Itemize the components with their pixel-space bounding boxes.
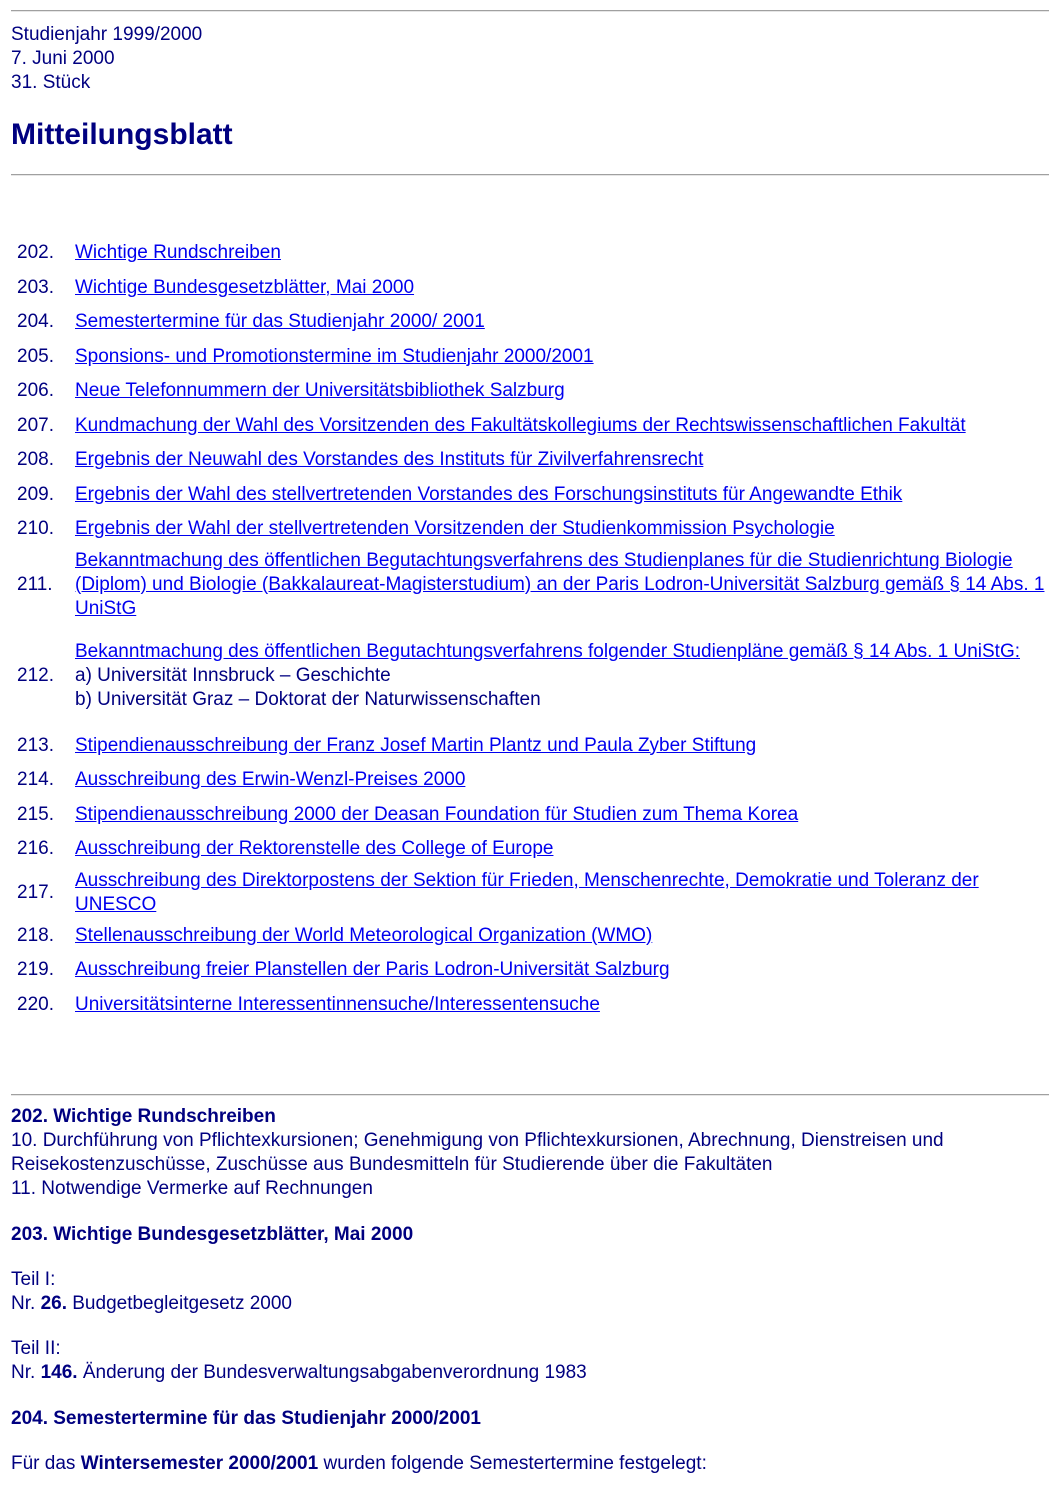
toc-number: 220. xyxy=(17,993,54,1015)
law-entry xyxy=(11,1292,1041,1316)
section-203 xyxy=(11,1223,1041,1385)
issue-date: 7. Juni 2000 xyxy=(11,48,115,69)
toc-link[interactable]: Stipendienausschreibung der Franz Josef Martin Plantz und Paula Zyber Stiftung xyxy=(75,734,757,756)
toc-link[interactable]: Ausschreibung des Erwin-Wenzl-Preises 2000 xyxy=(75,769,466,791)
toc-number: 214. xyxy=(17,769,54,791)
intro-pre: Für das xyxy=(11,1453,81,1474)
toc-row xyxy=(15,548,1047,622)
toc-number: 212. xyxy=(17,664,54,686)
toc-number: 217. xyxy=(17,881,54,903)
toc-number: 213. xyxy=(17,734,54,756)
section-text: Teil II: xyxy=(11,1338,61,1359)
section-heading: 203. Wichtige Bundesgesetzblätter, Mai 2000 xyxy=(11,1224,414,1245)
toc-number: 204. xyxy=(17,311,54,333)
toc-row xyxy=(15,513,1047,546)
toc-row xyxy=(15,444,1047,477)
toc-row xyxy=(15,306,1047,339)
section-heading: 202. Wichtige Rundschreiben xyxy=(11,1106,276,1127)
law-title: Änderung der Bundesverwaltungsabgabenverordnung 1983 xyxy=(77,1362,587,1383)
toc-link[interactable]: Semestertermine für das Studienjahr 2000/ 2001 xyxy=(75,311,485,333)
table-of-contents xyxy=(13,235,1049,1023)
toc-rule xyxy=(11,1094,1049,1096)
toc-link[interactable]: Kundmachung der Wahl des Vorsitzenden des Fakultätskollegiums der Rechtswissenschaftlichen Fakultät xyxy=(75,414,966,436)
toc-number: 211. xyxy=(17,573,53,595)
toc-row xyxy=(15,920,1047,953)
toc-link[interactable]: Ergebnis der Wahl des stellvertretenden Vorstandes des Forschungsinstituts für Angewandte Ethik xyxy=(75,483,903,505)
toc-link[interactable]: Ausschreibung freier Planstellen der Paris Lodron-Universität Salzburg xyxy=(75,959,670,981)
law-number: 26. xyxy=(40,1293,67,1314)
section-text xyxy=(11,1452,1041,1476)
section-text: 10. Durchführung von Pflichtexkursionen; Genehmigung von Pflichtexkursionen, Abrechnung, Dienstreisen und Reisekostenzuschüsse, Zuschüsse aus Bundesmitteln für Studierende über die Fakultäten xyxy=(11,1130,944,1175)
toc-number: 203. xyxy=(17,276,54,298)
toc-row xyxy=(15,833,1047,866)
issue-number: 31. Stück xyxy=(11,72,91,93)
toc-row xyxy=(15,868,1047,918)
header-rule xyxy=(11,174,1049,176)
toc-link[interactable]: Bekanntmachung des öffentlichen Begutachtungsverfahrens des Studienplanes für die Studienrichtung Biologie (Diplom) und Biologie (Bakkalaureat-Magisterstudium) an der Paris Lodron-Universität Salzburg gemäß § 14 Abs. 1 UniStG xyxy=(75,549,1045,619)
toc-link[interactable]: Stellenausschreibung der World Meteorological Organization (WMO) xyxy=(75,924,653,946)
toc-subitem: a) Universität Innsbruck – Geschichte xyxy=(75,664,391,686)
law-number: 146. xyxy=(40,1362,78,1383)
law-entry xyxy=(11,1361,1041,1385)
toc-row xyxy=(15,410,1047,443)
toc-row xyxy=(15,764,1047,797)
toc-link[interactable]: Neue Telefonnummern der Universitätsbibliothek Salzburg xyxy=(75,380,565,402)
toc-row xyxy=(15,272,1047,305)
toc-number: 215. xyxy=(17,803,54,825)
toc-link[interactable]: Bekanntmachung des öffentlichen Begutachtungsverfahrens folgender Studienpläne gemäß § 14 Abs. 1 UniStG: xyxy=(75,640,1020,662)
toc-number: 218. xyxy=(17,924,54,946)
section-204 xyxy=(11,1407,1041,1476)
toc-number: 202. xyxy=(17,242,54,264)
toc-link[interactable]: Universitätsinterne Interessentinnensuche/Interessentensuche xyxy=(75,993,600,1015)
toc-link[interactable]: Wichtige Bundesgesetzblätter, Mai 2000 xyxy=(75,276,415,298)
toc-number: 216. xyxy=(17,838,54,860)
toc-row xyxy=(15,375,1047,408)
academic-year: Studienjahr 1999/2000 xyxy=(11,24,203,45)
toc-number: 219. xyxy=(17,959,54,981)
toc-number: 209. xyxy=(17,483,54,505)
law-title: Budgetbegleitgesetz 2000 xyxy=(66,1293,292,1314)
page-title: Mitteilungsblatt xyxy=(11,118,233,151)
intro-bold: Wintersemester 2000/2001 xyxy=(80,1453,319,1474)
toc-link[interactable]: Ausschreibung des Direktorpostens der Sektion für Frieden, Menschenrechte, Demokratie und Toleranz der UNESCO xyxy=(75,869,979,915)
toc-number: 206. xyxy=(17,380,54,402)
toc-number: 205. xyxy=(17,345,54,367)
toc-link[interactable]: Stipendienausschreibung 2000 der Deasan Foundation für Studien zum Thema Korea xyxy=(75,803,799,825)
toc-link[interactable]: Ergebnis der Wahl der stellvertretenden Vorsitzenden der Studienkommission Psychologie xyxy=(75,518,835,540)
section-heading: 204. Semestertermine für das Studienjahr 2000/2001 xyxy=(11,1408,481,1429)
toc-row xyxy=(15,799,1047,832)
toc-link[interactable]: Ergebnis der Neuwahl des Vorstandes des Instituts für Zivilverfahrensrecht xyxy=(75,449,704,471)
toc-number: 207. xyxy=(17,414,54,436)
toc-subitem: b) Universität Graz – Doktorat der Naturwissenschaften xyxy=(75,688,541,710)
toc-link[interactable]: Sponsions- und Promotionstermine im Studienjahr 2000/2001 xyxy=(75,345,594,367)
nr-prefix: Nr. xyxy=(11,1362,41,1383)
nr-prefix: Nr. xyxy=(11,1293,41,1314)
toc-number: 208. xyxy=(17,449,54,471)
toc-row xyxy=(15,954,1047,987)
toc-link[interactable]: Wichtige Rundschreiben xyxy=(75,242,281,264)
section-text: 11. Notwendige Vermerke auf Rechnungen xyxy=(11,1178,373,1199)
top-rule xyxy=(11,10,1049,12)
toc-row xyxy=(15,479,1047,512)
toc-link[interactable]: Ausschreibung der Rektorenstelle des College of Europe xyxy=(75,838,554,860)
toc-row xyxy=(15,624,1047,728)
toc-row xyxy=(15,341,1047,374)
section-text: Teil I: xyxy=(11,1269,56,1290)
section-202 xyxy=(11,1105,1041,1201)
toc-row xyxy=(15,989,1047,1022)
toc-row xyxy=(15,237,1047,270)
toc-number: 210. xyxy=(17,518,54,540)
intro-post: wurden folgende Semestertermine festgelegt: xyxy=(318,1453,707,1474)
toc-row xyxy=(15,730,1047,763)
